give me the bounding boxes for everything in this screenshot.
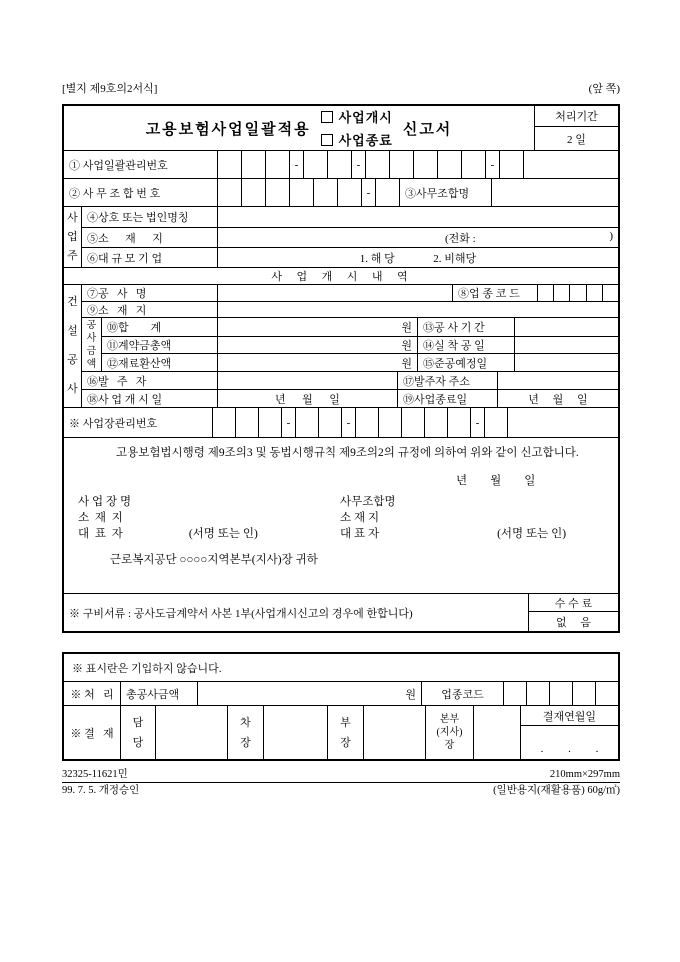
option-business-end <box>321 130 393 149</box>
footer-divider <box>62 782 620 783</box>
digit-cell <box>327 151 351 178</box>
form-number: 32325-11621민 <box>62 769 128 780</box>
digit-cell <box>258 408 281 437</box>
construction-side-label: 건설공사 <box>64 285 82 407</box>
digit-cell <box>602 285 618 301</box>
phone-open: (전화 : <box>445 232 476 245</box>
currency-unit: 원 <box>405 688 416 701</box>
amount-contract-label: ⑪계약금총액 <box>107 339 172 352</box>
fee-box <box>528 594 618 631</box>
employer-name-value <box>217 207 618 227</box>
amount-total-row <box>102 318 618 336</box>
approval-row <box>64 705 618 759</box>
digit-cell <box>212 408 235 437</box>
page-header <box>62 80 620 96</box>
approval-deputy-label: 차장 <box>227 706 263 759</box>
digit-cell <box>265 151 289 178</box>
option-business-start <box>321 107 393 126</box>
union-number-row <box>64 178 618 206</box>
processing-code-label: 업종코드 <box>421 682 503 705</box>
employer-side-label: 사업주 <box>64 207 82 267</box>
approval-date-box <box>520 706 618 759</box>
digit-cell <box>503 682 526 705</box>
employer-address-label: ⑤소 재 지 <box>87 232 163 245</box>
union-sign-label: (서명 또는 인) <box>497 528 567 540</box>
site-mgmt-number-row <box>64 407 618 437</box>
declaration-date: 년 월 일 <box>456 475 536 487</box>
report-type-options <box>321 107 393 149</box>
employer-name-label: ④상호 또는 법인명칭 <box>87 212 189 224</box>
recipient-line: 근로복지공단 ○○○○지역본부(지사)장 귀하 <box>110 554 318 566</box>
union-name-value <box>491 179 618 206</box>
employer-scale-options: 1. 해 당 2. 비해당 <box>217 248 618 267</box>
processing-label: ※ 처 리 <box>70 688 114 701</box>
digit-cell <box>313 179 337 206</box>
digit-cell <box>289 179 313 206</box>
amount-total-value <box>217 318 417 336</box>
union-name-field-label: 사무조합명 <box>340 496 396 508</box>
amount-total-label: ⑩합 계 <box>107 321 162 334</box>
business-end-checkbox[interactable] <box>321 134 333 146</box>
hyphen-separator: - <box>281 408 295 437</box>
start-end-date-row <box>82 389 618 407</box>
work-address-label: ⑨소 재 지 <box>87 304 147 317</box>
amount-contract-value <box>217 337 417 354</box>
digit-cell <box>526 682 549 705</box>
digit-cell <box>235 408 258 437</box>
section-title: 사 업 개 시 내 역 <box>271 271 411 283</box>
digit-cell <box>365 151 389 178</box>
declaration-right-column <box>336 494 608 542</box>
digit-cell <box>241 151 265 178</box>
approval-manager-label: 부장 <box>327 706 363 759</box>
no-entry-note: ※ 표시란은 기입하지 않습니다. <box>72 662 222 675</box>
hyphen-separator: - <box>341 408 355 437</box>
employer-scale-row <box>82 247 618 267</box>
business-start-date-value: 년 월 일 <box>217 390 397 407</box>
digit-cell <box>572 682 595 705</box>
declaration-left-column <box>74 494 336 542</box>
page-side-label: (앞 쪽) <box>588 83 620 95</box>
site-mgmt-number-label: ※ 사업장관리번호 <box>69 417 158 430</box>
hyphen-separator: - <box>289 151 303 178</box>
approval-manager-sign-cell <box>363 706 425 759</box>
digit-cell <box>424 408 447 437</box>
approval-label: ※ 결 재 <box>70 727 114 740</box>
bulk-mgmt-number-label: ① 사업일괄관리번호 <box>69 159 168 172</box>
work-period-value <box>514 318 618 336</box>
digit-cell <box>553 285 569 301</box>
orderer-label: ⑯발 주 자 <box>87 375 147 388</box>
digit-cell <box>318 408 341 437</box>
approval-deputy-sign-cell <box>263 706 327 759</box>
digit-cell <box>499 151 523 178</box>
digit-cell <box>537 285 553 301</box>
work-name-label: ⑦공 사 명 <box>87 288 147 300</box>
title-suffix: 신고서 <box>402 121 453 138</box>
digit-cell <box>241 179 265 206</box>
approval-date-label: 결재연월일 <box>521 706 618 726</box>
business-start-date-label: ⑱사 업 개 시 일 <box>87 393 163 406</box>
business-end-date-value: 년 월 일 <box>497 390 618 407</box>
attachments-label: ※ 구비서류 : 공사도급계약서 사본 1부(사업개시신고의 경우에 한합니다) <box>69 607 413 620</box>
worksite-rep-label: 대 표 자 <box>78 528 123 540</box>
empty-filler <box>507 408 618 437</box>
section-header-row <box>64 267 618 284</box>
union-number-label: ② 사 무 조 합 번 호 <box>69 187 161 200</box>
approval-date-value: . . . <box>540 743 599 755</box>
title-prefix: 고용보험사업일괄적용 <box>145 121 311 138</box>
digit-cell <box>217 179 241 206</box>
worksite-sign-label: (서명 또는 인) <box>188 528 258 540</box>
amount-block <box>82 317 618 371</box>
digit-cell <box>265 179 289 206</box>
digit-cell <box>295 408 318 437</box>
form-reference: [별지 제9호의2서식] <box>62 83 158 95</box>
union-rep-label: 대 표 자 <box>340 528 380 540</box>
currency-unit: 원 <box>401 339 412 352</box>
work-period-label: ⑬공 사 기 간 <box>417 318 514 336</box>
approval-head-label: 본부(지사)장 <box>425 706 473 759</box>
main-form <box>62 104 620 633</box>
worksite-name-label: 사 업 장 명 <box>78 496 132 508</box>
digit-cell <box>375 179 399 206</box>
digit-cell <box>378 408 401 437</box>
digit-cell <box>355 408 378 437</box>
actual-start-label: ⑭실 착 공 일 <box>417 337 514 354</box>
digit-cell <box>484 408 507 437</box>
business-end-date-label: ⑲사업종료일 <box>397 390 497 407</box>
orderer-address-value <box>497 372 618 389</box>
digit-cell <box>549 682 572 705</box>
orderer-value <box>217 372 397 389</box>
declaration-section <box>64 437 618 593</box>
official-use-table <box>62 652 620 761</box>
work-address-value <box>217 302 618 317</box>
industry-code-label: ⑧업 종 코 드 <box>452 285 537 301</box>
page-footer <box>62 768 620 797</box>
union-name-label: ③사무조합명 <box>399 179 491 206</box>
amount-material-row <box>102 353 618 371</box>
form-title <box>64 106 534 150</box>
business-start-label: 사업개시 <box>338 110 393 125</box>
orderer-address-label: ⑰발주자 주소 <box>397 372 497 389</box>
amount-side-label: 공사금액 <box>82 318 102 371</box>
no-entry-note-row <box>64 654 618 681</box>
declaration-fields <box>74 494 608 542</box>
approval-head-sign-cell <box>473 706 520 759</box>
processing-period-value: 2 일 <box>567 133 586 146</box>
employer-block <box>64 206 618 267</box>
orderer-row <box>82 371 618 389</box>
processing-period-label: 처리기간 <box>535 106 618 127</box>
processing-code-boxes <box>503 682 618 705</box>
phone-close: ) <box>609 229 613 242</box>
revision-note: 99. 7. 5. 개정승인 <box>62 785 140 796</box>
hyphen-separator: - <box>485 151 499 178</box>
processing-row <box>64 681 618 705</box>
fee-value: 없 음 <box>555 616 591 629</box>
digit-cell <box>447 408 470 437</box>
digit-cell <box>217 151 241 178</box>
digit-cell <box>569 285 585 301</box>
business-start-checkbox[interactable] <box>321 111 333 123</box>
union-address-label: 소 재 지 <box>340 512 380 524</box>
digit-cell <box>437 151 461 178</box>
hyphen-separator: - <box>361 179 375 206</box>
currency-unit: 원 <box>401 321 412 334</box>
completion-date-label: ⑮준공예정일 <box>417 354 514 371</box>
amount-contract-row <box>102 336 618 354</box>
digit-cell <box>595 682 618 705</box>
employer-address-value <box>217 228 618 247</box>
employer-address-row <box>82 227 618 247</box>
work-name-row <box>82 285 618 301</box>
digit-cell <box>401 408 424 437</box>
construction-block <box>64 284 618 407</box>
bulk-mgmt-number-row <box>64 150 618 178</box>
attachments-row <box>64 593 618 631</box>
digit-cell <box>461 151 485 178</box>
paper-spec: (일반용지(재활용품) 60g/㎡) <box>493 785 620 796</box>
amount-material-label: ⑫재료환산액 <box>107 357 172 370</box>
digit-cell <box>586 285 602 301</box>
processing-period-box <box>534 106 618 150</box>
total-amount-label: 총공사금액 <box>120 682 197 705</box>
title-row <box>64 106 618 150</box>
worksite-address-label: 소 재 지 <box>78 512 123 524</box>
total-amount-value <box>197 682 421 705</box>
approval-staff-sign-cell <box>155 706 227 759</box>
completion-date-value <box>514 354 618 371</box>
digit-cell <box>389 151 413 178</box>
work-name-value <box>217 285 452 301</box>
currency-unit: 원 <box>401 357 412 370</box>
empty-filler <box>523 151 618 178</box>
digit-cell <box>337 179 361 206</box>
paper-size: 210mm×297mm <box>549 769 620 780</box>
fee-label: 수 수 료 <box>529 594 618 612</box>
actual-start-value <box>514 337 618 354</box>
declaration-body: 고용보험법시행령 제9조의3 및 동법시행규칙 제9조의2의 규정에 의하여 위와 같이 신고합니다. <box>116 447 579 459</box>
digit-cell <box>413 151 437 178</box>
industry-code-boxes <box>537 285 618 301</box>
employer-scale-label: ⑥대 규 모 기 업 <box>87 252 163 265</box>
approval-staff-label: 담당 <box>120 706 155 759</box>
employer-name-row <box>82 207 618 227</box>
business-end-label: 사업종료 <box>338 133 393 148</box>
hyphen-separator: - <box>470 408 484 437</box>
phone-field <box>445 230 613 246</box>
digit-cell <box>303 151 327 178</box>
amount-material-value <box>217 354 417 371</box>
work-address-row <box>82 301 618 317</box>
hyphen-separator: - <box>351 151 365 178</box>
